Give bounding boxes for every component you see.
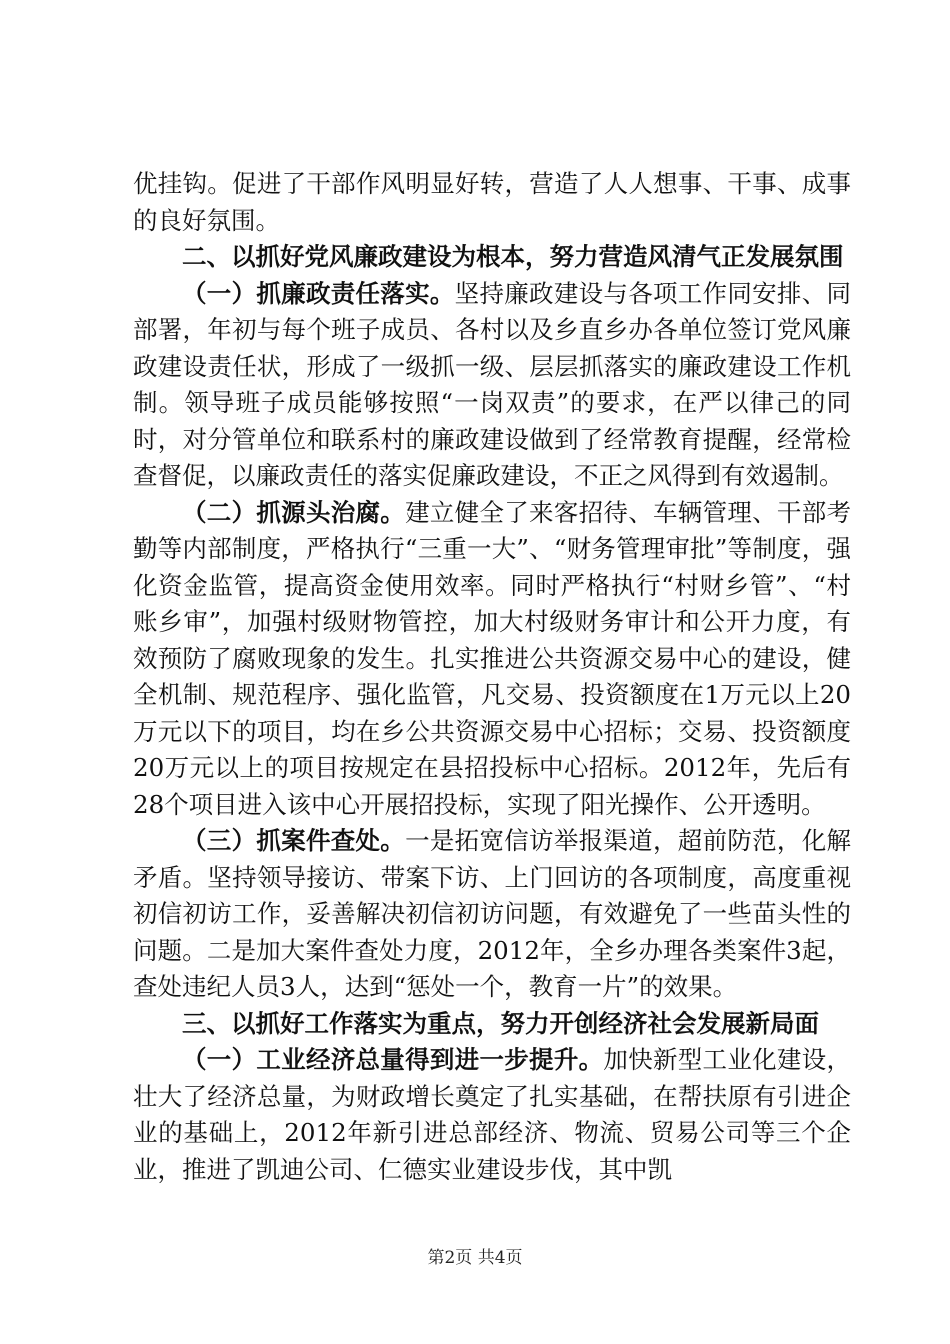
paragraph-case-investigation bbox=[133, 823, 851, 1006]
paragraph-lead: （三）抓案件查处。 bbox=[182, 826, 406, 855]
document-body bbox=[133, 166, 851, 1188]
section-heading-2: 二、以抓好党风廉政建设为根本，努力营造风清气正发展氛围 bbox=[182, 242, 844, 271]
paragraph-lead: （一）抓廉政责任落实。 bbox=[182, 278, 455, 308]
paragraph-text: 加快新型工业化建设，壮大了经济总量，为财政增长奠定了扎实基础，在帮扶原有引进企业的基础上，2012年新引进总部经济、物流、贸易公司等三个企业，推进了凯迪公司、仁德实业建设步伐，其中凯 bbox=[133, 1045, 852, 1184]
paragraph-continued bbox=[133, 166, 851, 239]
paragraph-lead: （一）工业经济总量得到进一步提升。 bbox=[182, 1045, 604, 1074]
section-heading-3: 三、以抓好工作落实为重点，努力开创经济社会发展新局面 bbox=[182, 1008, 819, 1038]
paragraph-text: 一是拓宽信访举报渠道，超前防范，化解矛盾。坚持领导接访、带案下访、上门回访的各项制度，高度重视初信初访工作，妥善解决初信初访问题，有效避免了一些苗头性的问题。二是加大案件查处力度，2012年，全乡办理各类案件3起，查处违纪人员3人，达到“惩处一个，教育一片”的效果。 bbox=[133, 826, 852, 1001]
paragraph-text: 建立健全了来客招待、车辆管理、干部考勤等内部制度，严格执行“三重一大”、“财务管理审批”等制度，强化资金监管，提高资金使用效率。同时严格执行“村财乡管”、“村账乡审”，加强村级财物管控，加大村级财务审计和公开力度，有效预防了腐败现象的发生。扎实推进公共资源交易中心的建设，健全机制、规范程序、强化监管，凡交易、投资额度在1万元以上20万元以下的项目，均在乡公共资源交易中心招标；交易、投资额度20万元以上的项目按规定在县招投标中心招标。2012年，先后有28个项目进入该中心开展招投标，实现了阳光操作、公开透明。 bbox=[133, 497, 852, 819]
paragraph-industrial-economy bbox=[133, 1042, 851, 1188]
paragraph-source-governance bbox=[133, 495, 851, 824]
paragraph-text: 优挂钩。促进了干部作风明显好转，营造了人人想事、干事、成事的良好氛围。 bbox=[133, 169, 851, 235]
paragraph-integrity-responsibility bbox=[133, 276, 851, 495]
page-number-footer: 第2页 共4页 bbox=[427, 1248, 523, 1268]
paragraph-text: 坚持廉政建设与各项工作同安排、同部署，年初与每个班子成员、各村以及乡直乡办各单位签订党风廉政建设责任状，形成了一级抓一级、层层抓落实的廉政建设工作机制。领导班子成员能够按照“一岗双责”的要求，在严以律己的同时，对分管单位和联系村的廉政建设做到了经常教育提醒，经常检查督促，以廉政责任的落实促廉政建设，不正之风得到有效遏制。 bbox=[133, 278, 851, 490]
paragraph-lead: （二）抓源头治腐。 bbox=[182, 497, 406, 527]
